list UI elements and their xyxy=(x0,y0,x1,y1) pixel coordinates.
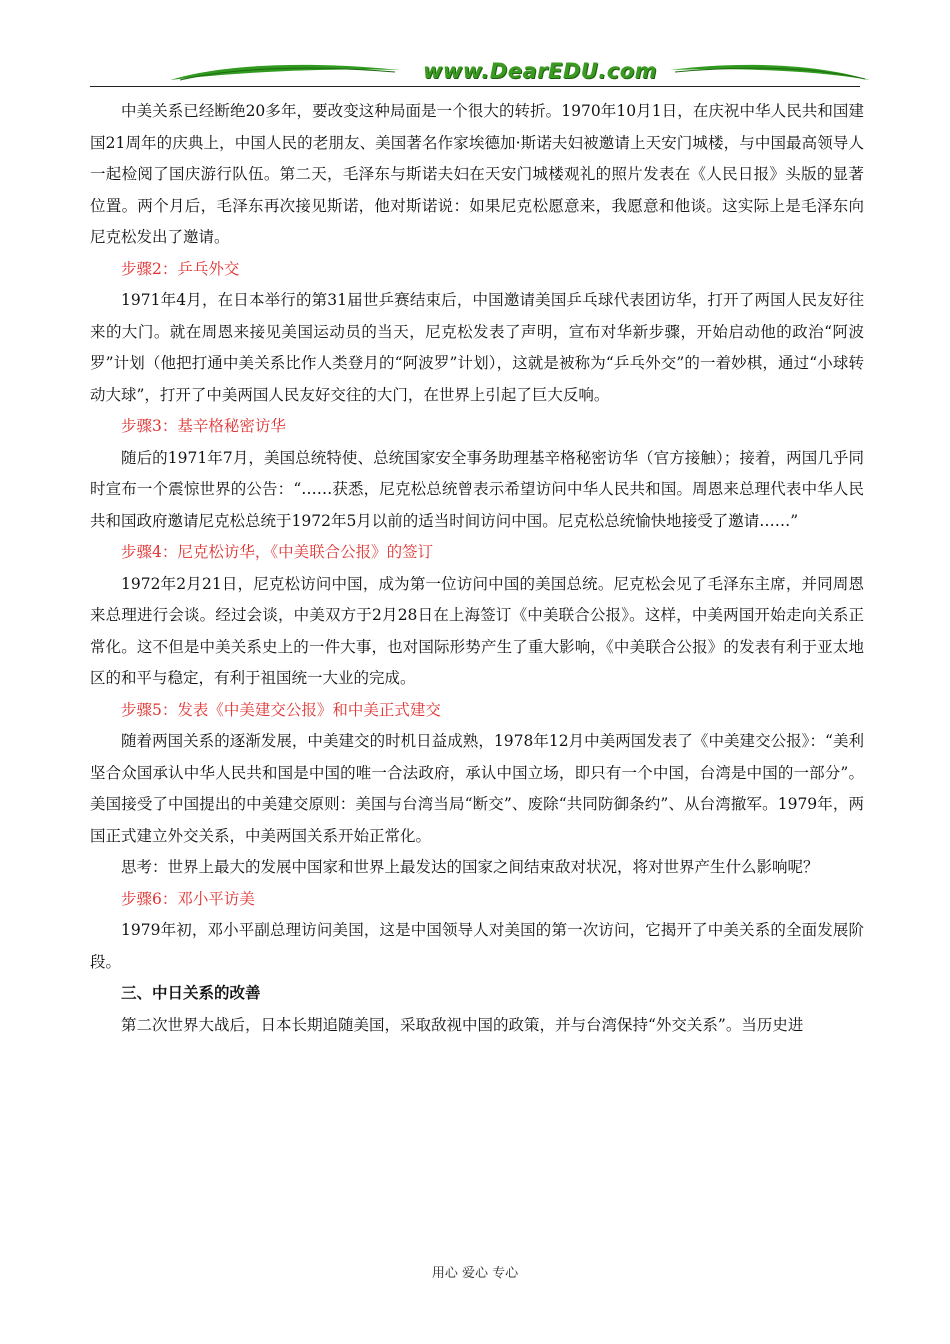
page-footer: 用心 爱心 专心 xyxy=(431,1266,519,1281)
right-swoosh-icon xyxy=(670,60,870,84)
header-rule xyxy=(90,86,860,87)
step-heading: 步骤2：乒乓外交 xyxy=(121,259,240,278)
body-paragraph: 1971年4月，在日本举行的第31届世乒赛结束后，中国邀请美国乒乓球代表团访华，打开了两国人民友好往来的大门。就在周恩来接见美国运动员的当天，尼克松发表了声明，宣布对华新步骤，开始启动他的政治“阿波罗”计划（他把打通中美关系比作人类登月的“阿波罗”计划），这就是被称为“乒乓外交”的一着妙棋，通过“小球转动大球”，打开了中美两国人民友好交往的大门，在世界上引起了巨大反响。 xyxy=(90,291,864,404)
step-heading: 步骤5：发表《中美建交公报》和中美正式建交 xyxy=(121,700,441,719)
body-paragraph: 随后的1971年7月，美国总统特使、总统国家安全事务助理基辛格秘密访华（官方接触）；接着，两国几乎同时宣布一个震惊世界的公告：“……获悉，尼克松总统曾表示希望访问中华人民共和国。周恩来总理代表中华人民共和国政府邀请尼克松总统于1972年5月以前的适当时间访问中国。尼克松总统愉快地接受了邀请……” xyxy=(90,448,864,530)
page-header xyxy=(90,58,860,92)
step-heading: 步骤4：尼克松访华，《中美联合公报》的签订 xyxy=(121,543,434,561)
document-body xyxy=(90,96,864,1041)
body-paragraph: 1972年2月21日，尼克松访问中国，成为第一位访问中国的美国总统。尼克松会见了毛泽东主席，并同周恩来总理进行会谈。经过会谈，中美双方于2月28日在上海签订《中美联合公报》。这样，中美两国开始走向关系正常化。这不但是中美关系史上的一件大事，也对国际形势产生了重大影响，《中美联合公报》的发表有利于亚太地区的和平与稳定，有利于祖国统一大业的完成。 xyxy=(90,574,864,687)
section-heading: 三、中日关系的改善 xyxy=(121,984,261,1002)
step-heading: 步骤3：基辛格秘密访华 xyxy=(121,417,286,435)
body-paragraph: 随着两国关系的逐渐发展，中美建交的时机日益成熟，1978年12月中美两国发表了《中美建交公报》：“美利坚合众国承认中华人民共和国是中国的唯一合法政府，承认中国立场，即只有一个中国，台湾是中国的一部分”。美国接受了中国提出的中美建交原则：美国与台湾当局“断交”、废除“共同防御条约”、从台湾撤军。1979年，两国正式建立外交关系，中美两国关系开始正常化。 xyxy=(90,732,864,845)
site-logo: www.DearEDU.com xyxy=(422,59,658,83)
step-heading: 步骤6：邓小平访美 xyxy=(121,889,255,908)
think-question: 思考：世界上最大的发展中国家和世界上最发达的国家之间结束敌对状况，将对世界产生什么影响呢？ xyxy=(121,858,819,876)
body-paragraph: 1979年初，邓小平副总理访问美国，这是中国领导人对美国的第一次访问，它揭开了中美关系的全面发展阶段。 xyxy=(90,921,864,971)
body-paragraph: 中美关系已经断绝20多年，要改变这种局面是一个很大的转折。1970年10月1日，在庆祝中华人民共和国建国21周年的庆典上，中国人民的老朋友、美国著名作家埃德加·斯诺夫妇被邀请上天安门城楼，与中国最高领导人一起检阅了国庆游行队伍。第二天，毛泽东与斯诺夫妇在天安门城楼观礼的照片发表在《人民日报》头版的显著位置。两个月后，毛泽东再次接见斯诺，他对斯诺说：如果尼克松愿意来，我愿意和他谈。这实际上是毛泽东向尼克松发出了邀请。 xyxy=(90,102,864,246)
left-swoosh-icon xyxy=(170,60,400,84)
body-paragraph: 第二次世界大战后，日本长期追随美国，采取敌视中国的政策，并与台湾保持“外交关系”。当历史进 xyxy=(121,1015,804,1034)
